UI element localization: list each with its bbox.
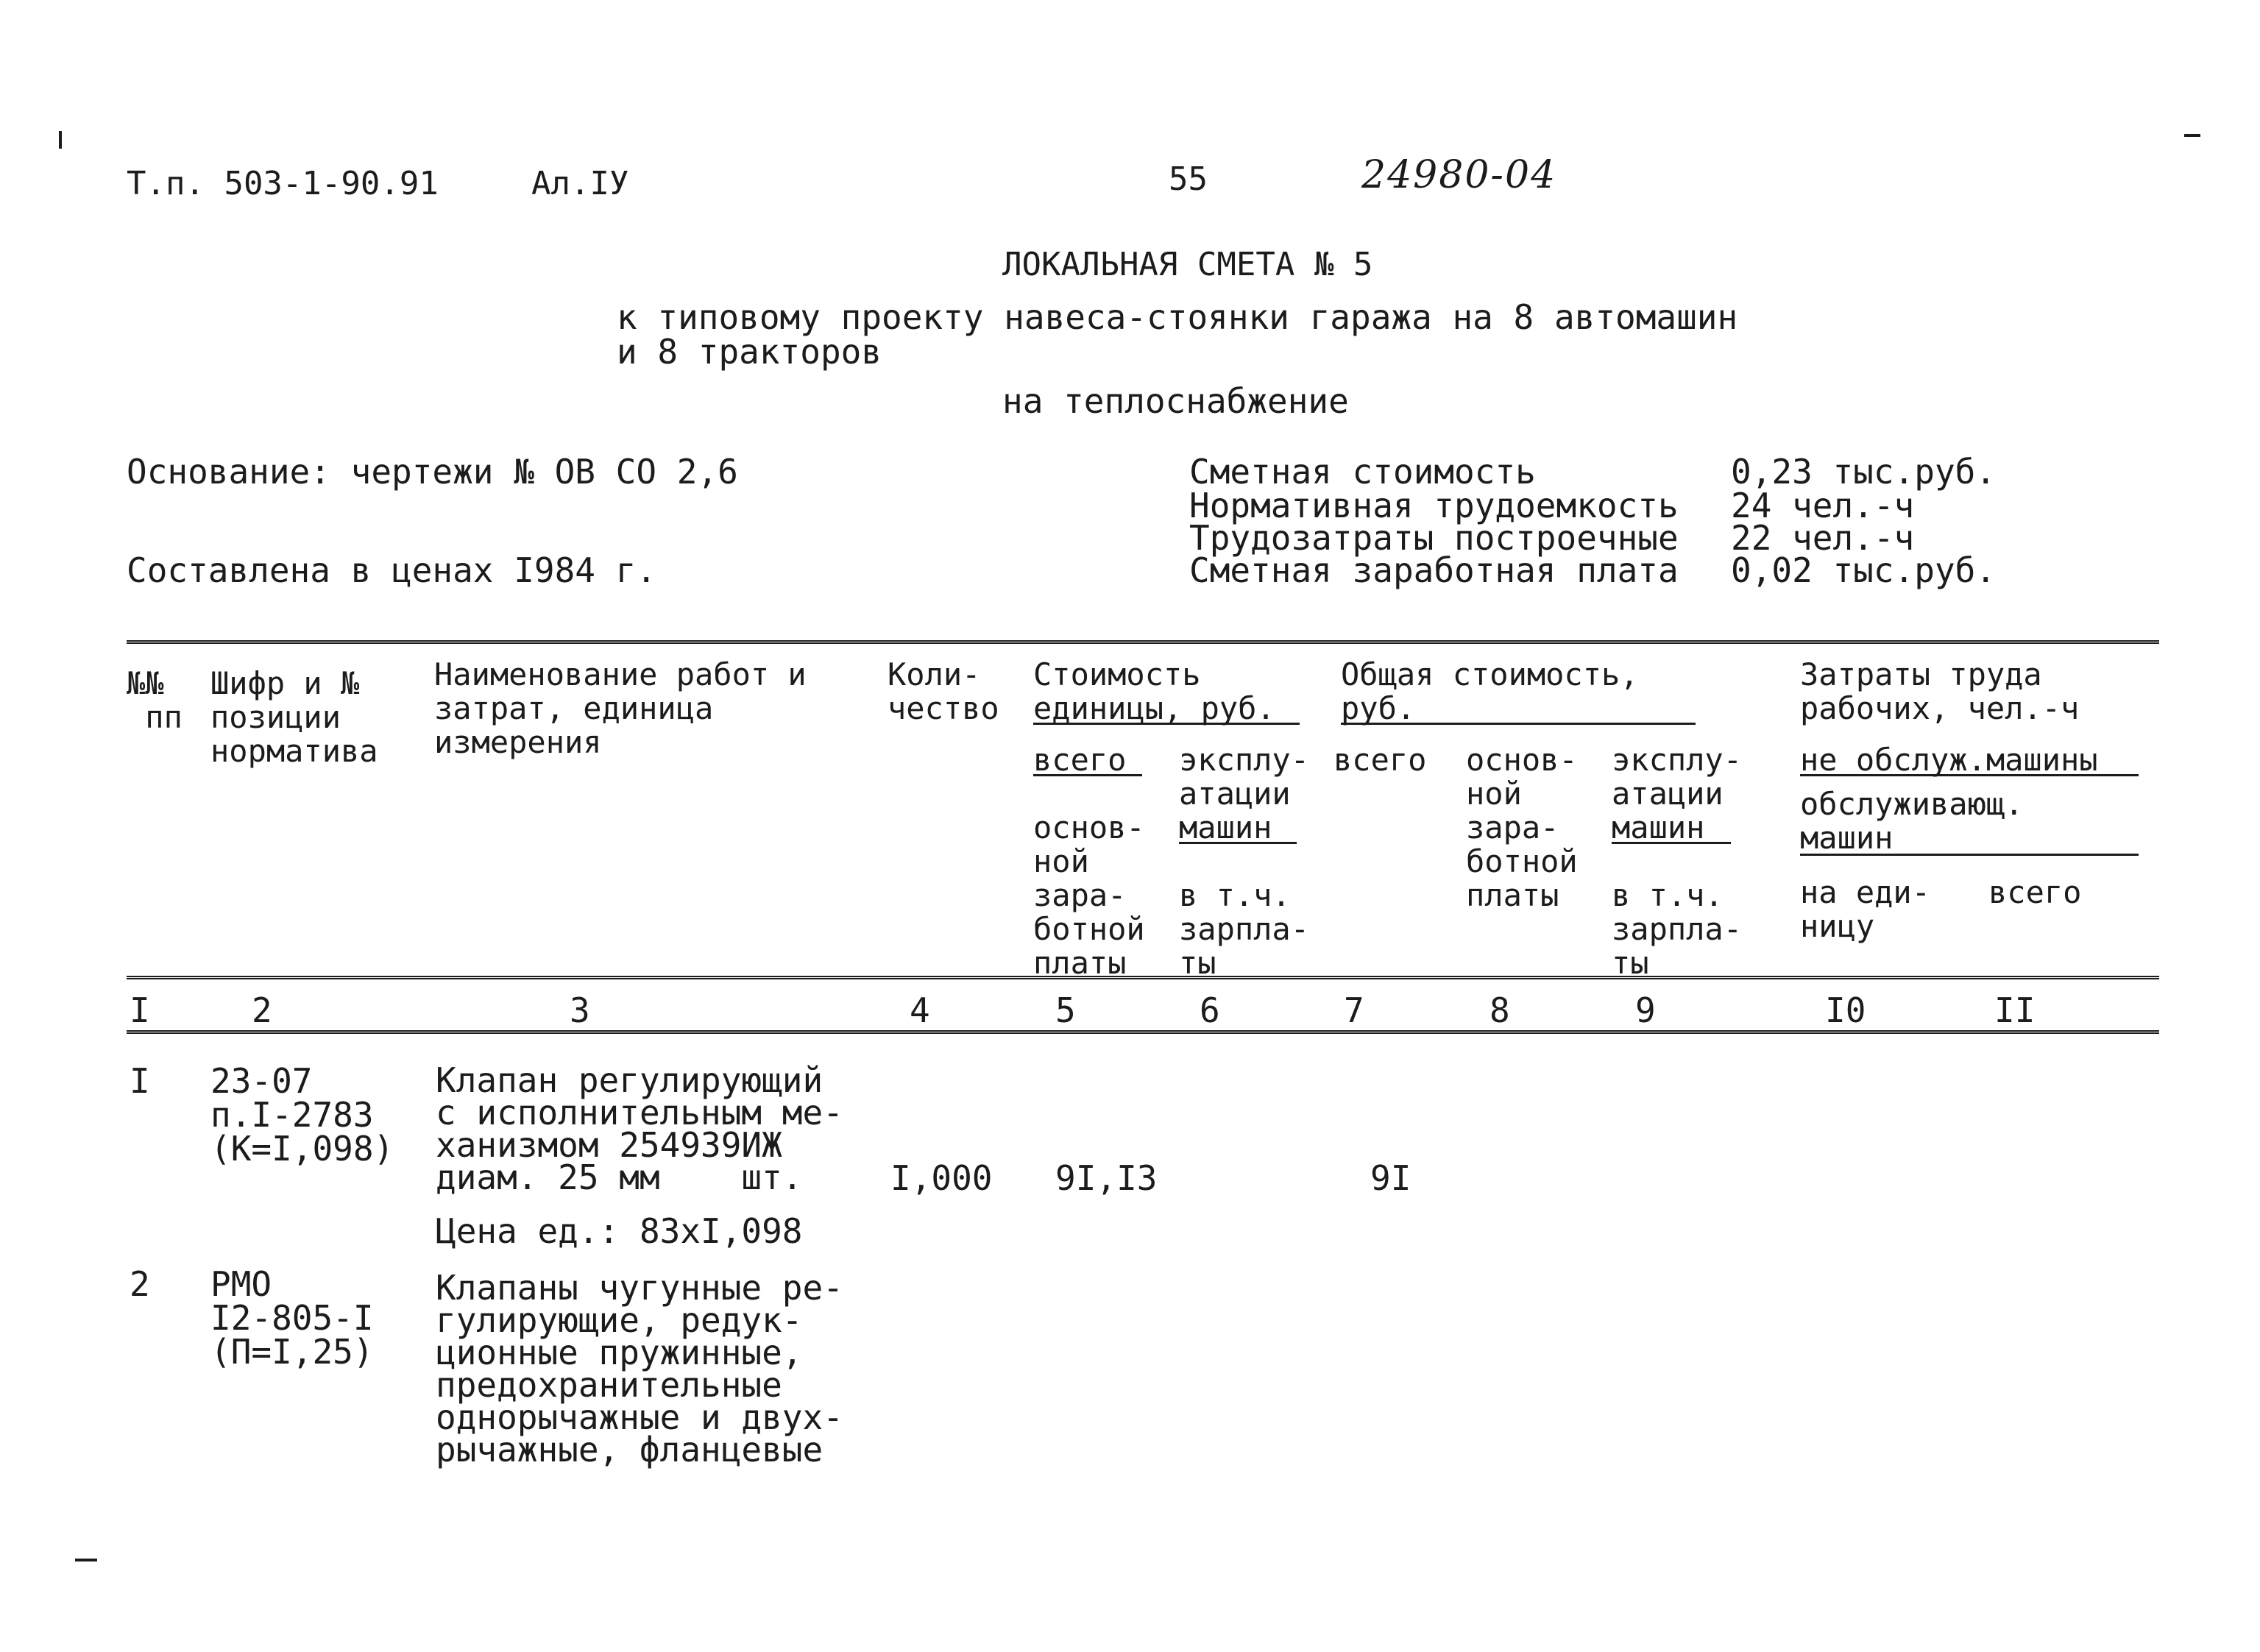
col-header-11: всего [1988,874,2082,910]
col-header-number: №№ пп [127,665,183,735]
doc-reference: Т.п. 503-1-90.91 [127,165,439,202]
column-numbers-rule [127,1030,2159,1034]
basis-drawings: Основание: чертежи № ОВ СО 2,6 [127,452,738,492]
col-header-quantity: Коли- чество [888,656,999,726]
total-cost-underline [1341,723,1696,725]
row1-total: 9I [1370,1158,1411,1198]
row1-quantity: I,000 [890,1158,993,1198]
summary-value-labor-norm: 24 чел.-ч [1731,486,1915,525]
col-header-labor: Затраты труда рабочих, чел.-ч [1800,656,2080,726]
document-code: 24980-04 [1361,153,1557,197]
row1-name: Клапан регулирующий с исполнительным ме- ханизмом 254939ИЖ диам. 25 мм шт. [436,1060,843,1197]
col-header-5: всего основ- ной зара- ботной платы [1033,742,1145,981]
summary-label-cost: Сметная стоимость [1189,452,1536,492]
summary-value-cost: 0,23 тыс.руб. [1731,452,1997,492]
margin-mark-top-left [59,131,62,149]
col-header-10: на еди- ницу [1800,874,1931,944]
col-number-8: 8 [1489,990,1510,1030]
labor-sub2-underline [1800,854,2139,856]
row2-code: РМО I2-805-I (П=I,25) [210,1264,374,1372]
col-number-10: I0 [1825,990,1866,1030]
col-header-8: основ- ной зара- ботной платы [1466,742,1578,913]
row1-price-note: Цена ед.: 83хI,098 [436,1211,803,1251]
col-header-9: эксплу- атации машин в т.ч. зарпла- ты [1612,742,1743,981]
table-top-rule [127,640,2159,644]
col-number-4: 4 [910,990,930,1030]
page-number: 55 [1169,160,1208,198]
summary-label-labor-norm: Нормативная трудоемкость [1189,486,1679,525]
col-header-name: Наименование работ и затрат, единица измерения [434,656,807,760]
album-number: Ал.IУ [531,165,629,202]
col-number-3: 3 [570,990,590,1030]
col-number-2: 2 [252,990,272,1030]
col-number-11: II [1994,990,2036,1030]
col-number-1: I [130,990,150,1030]
col-header-total-cost: Общая стоимость, руб. [1341,656,1639,726]
row1-unit-total: 9I,I3 [1055,1158,1158,1198]
col-header-7: всего [1333,742,1427,778]
col-header-unit-cost: Стоимость единицы, руб. [1033,656,1275,726]
col-header-labor-sub1: не обслуж.машины [1800,742,2098,778]
estimate-subject: на теплоснабжение [1002,381,1349,421]
row1-code: 23-07 п.I-2783 (К=I,098) [210,1061,394,1169]
col6-underline [1179,842,1297,844]
col-number-7: 7 [1344,990,1364,1030]
col-number-6: 6 [1200,990,1220,1030]
col-number-5: 5 [1055,990,1076,1030]
row1-number: I [130,1061,150,1101]
col-header-code: Шифр и № позиции норматива [210,665,378,769]
row2-name: Клапаны чугунные ре- гулирующие, редук- ционные пружинные, предохранительные однорычажные и двух- рычажные, фланцевые [436,1268,843,1470]
estimate-title: ЛОКАЛЬНАЯ СМЕТА № 5 [1002,246,1373,283]
margin-mark-top-right [2184,134,2200,137]
summary-label-wages: Сметная заработная плата [1189,550,1679,590]
summary-value-labor-site: 22 чел.-ч [1731,518,1915,558]
summary-value-wages: 0,02 тыс.руб. [1731,550,1997,590]
project-description-line2: и 8 тракторов [617,332,882,372]
unit-cost-underline [1033,723,1300,725]
project-description-line1: к типовому проекту навеса-стоянки гаража на 8 автомашин [617,297,1738,337]
col-header-6: эксплу- атации машин в т.ч. зарпла- ты [1179,742,1310,981]
col9-underline [1612,842,1731,844]
col5-underline [1033,774,1142,776]
col-header-labor-sub2: обслуживающ. машин [1800,786,2024,856]
header-bottom-rule [127,976,2159,979]
summary-label-labor-site: Трудозатраты построечные [1189,518,1679,558]
price-level: Составлена в ценах I984 г. [127,550,657,590]
margin-mark-bottom-left [75,1559,97,1561]
col-number-9: 9 [1635,990,1656,1030]
labor-sub1-underline [1800,774,2139,776]
row2-number: 2 [130,1264,150,1304]
